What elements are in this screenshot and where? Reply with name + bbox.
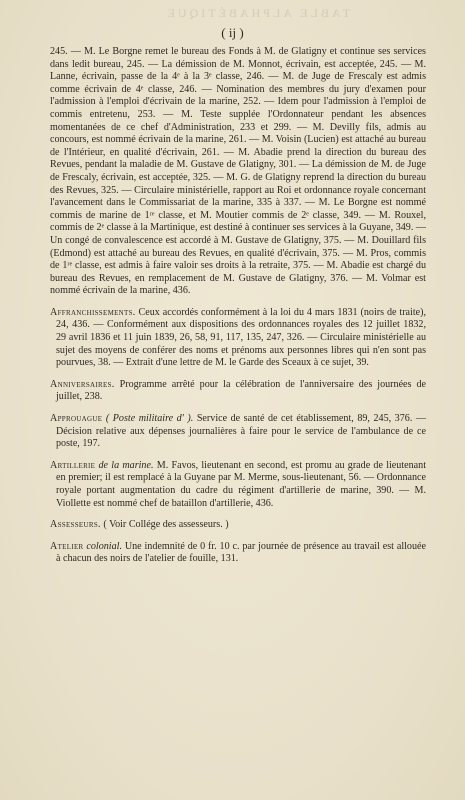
entry-anniversaires bbox=[50, 379, 426, 404]
page-number: ( ij ) bbox=[221, 25, 244, 40]
index-content bbox=[50, 46, 426, 575]
entry-atelier bbox=[50, 541, 426, 566]
entry-continuation bbox=[50, 46, 426, 298]
entry-text: Ceux accordés conformément à la loi du 4 mars 1831 (noirs de traite), 24, 436. — Conformément aux dispositions des ordonnances royales des 12 juillet 1832, 29 avril 1836 et 11 juin 1839, 26, 58, 91, 117, 135, 247, 326. — Circulaire ministérielle au sujet des moyens de conférer des noms et prénoms aux personnes libres qui n'en sont pas pourvues, 38. — Extrait d'une lettre de M. le Garde des Sceaux à ce sujet, 39. bbox=[56, 306, 427, 369]
entry-heading: Approuague bbox=[50, 413, 103, 425]
entry-heading-italic: de la marine. bbox=[98, 459, 154, 471]
entry-heading: Affranchissements. bbox=[50, 306, 136, 318]
entry-affranchissements bbox=[50, 307, 426, 370]
bleed-through-text: TABLE ALPHABÉTIQUE bbox=[164, 6, 350, 20]
entry-text: Une indemnité de 0 fr. 10 c. par journée de présence au travail est allouée à chacun des noirs de l'atelier de fouille, 131. bbox=[56, 540, 426, 565]
entry-heading: Assesseurs. bbox=[50, 519, 101, 531]
entry-text: M. Favos, lieutenant en second, est promu au grade de lieutenant en premier; il est remplacé à la Guyane par M. Merme, sous-lieutenant, 56. — Ordonnance royale portant augmentation du cadre du régiment d'artillerie de marine, 390. — M. Viollette est nommé chef de bataillon d'artillerie, 436. bbox=[56, 459, 426, 509]
entry-heading: Atelier bbox=[50, 540, 84, 552]
entry-heading-italic: ( Poste militaire d' ). bbox=[105, 413, 194, 425]
entry-text: Programme arrêté pour la célébration de l'anniversaire des journées de juillet, 238. bbox=[56, 378, 426, 403]
entry-heading-italic: colonial. bbox=[86, 540, 122, 552]
entry-approuague bbox=[50, 413, 426, 451]
entry-text: 245. — M. Le Borgne remet le bureau des Fonds à M. de Glatigny et continue ses services dans ledit bureau, 245. — La démission de M. Monnot, écrivain, est acceptée, 245. — M. Lanne, écrivain, passe de la 4ᵉ à la 3ᵉ classe, 246. — M. de Juge de Frescaly est admis comme écrivain de 4ᵉ classe, 246. — Nomination des membres du jury d'examen pour l'admission à l'emploi d'écrivain de la marine, 252. — Idem pour l'admission à l'emploi de commis entretenu, 253. — M. Teste supplée l'Ordonnateur pendant les absences momentanées de ce chef d'Administration, 233 et 299. — M. Devilly fils, admis au concours, est nommé écrivain de la marine, 261. — M. Voisin (Lucien) est attaché au bureau de l'Intérieur, en qualité d'écrivain, 261. — M. Abadie prend la direction du bureau des Revues, pendant la maladie de M. Gustave de Glatigny, 301. — La démission de M. de Juge de Frescaly, écrivain, est acceptée, 325. — M. G. de Glatigny reprend la direction du bureau des Revues, 325. — Circulaire ministérielle, rapport au Roi et ordonnance royale concernant l'avancement dans le Commissariat de la marine, 335 à 337. — M. Le Borgne est nommé commis de marine de 1ʳᵉ classe, et M. Moutier commis de 2ᵉ classe, 349. — M. Rouxel, commis de 2ᵉ classe à la Martinique, est destiné à continuer ses services à la Guyane, 349. — Un congé de convalescence est accordé à M. Gustave de Glatigny, 375. — M. Douillard fils (Edmond) est attaché au bureau des Revues, en qualité d'écrivain, 375. — M. Pros, commis de 1ʳᵉ classe, est admis à faire valoir ses droits à la retraite, 375. — M. Abadie est chargé du bureau des Revues, en remplacement de M. Gustave de Glatigny, 376. — M. Volmar est nommé écrivain de la marine, 436. bbox=[50, 46, 426, 297]
entry-text: Service de santé de cet établissement, 89, 245, 376. — Décision relative aux dépenses journalières à faire pour le service de l'ambulance de ce poste, 197. bbox=[56, 413, 426, 450]
entry-artillerie bbox=[50, 460, 426, 510]
entry-heading: Anniversaires. bbox=[50, 378, 115, 390]
entry-assesseurs bbox=[50, 519, 426, 532]
entry-text: ( Voir Collége des assesseurs. ) bbox=[103, 519, 229, 531]
entry-heading: Artillerie bbox=[50, 459, 96, 471]
